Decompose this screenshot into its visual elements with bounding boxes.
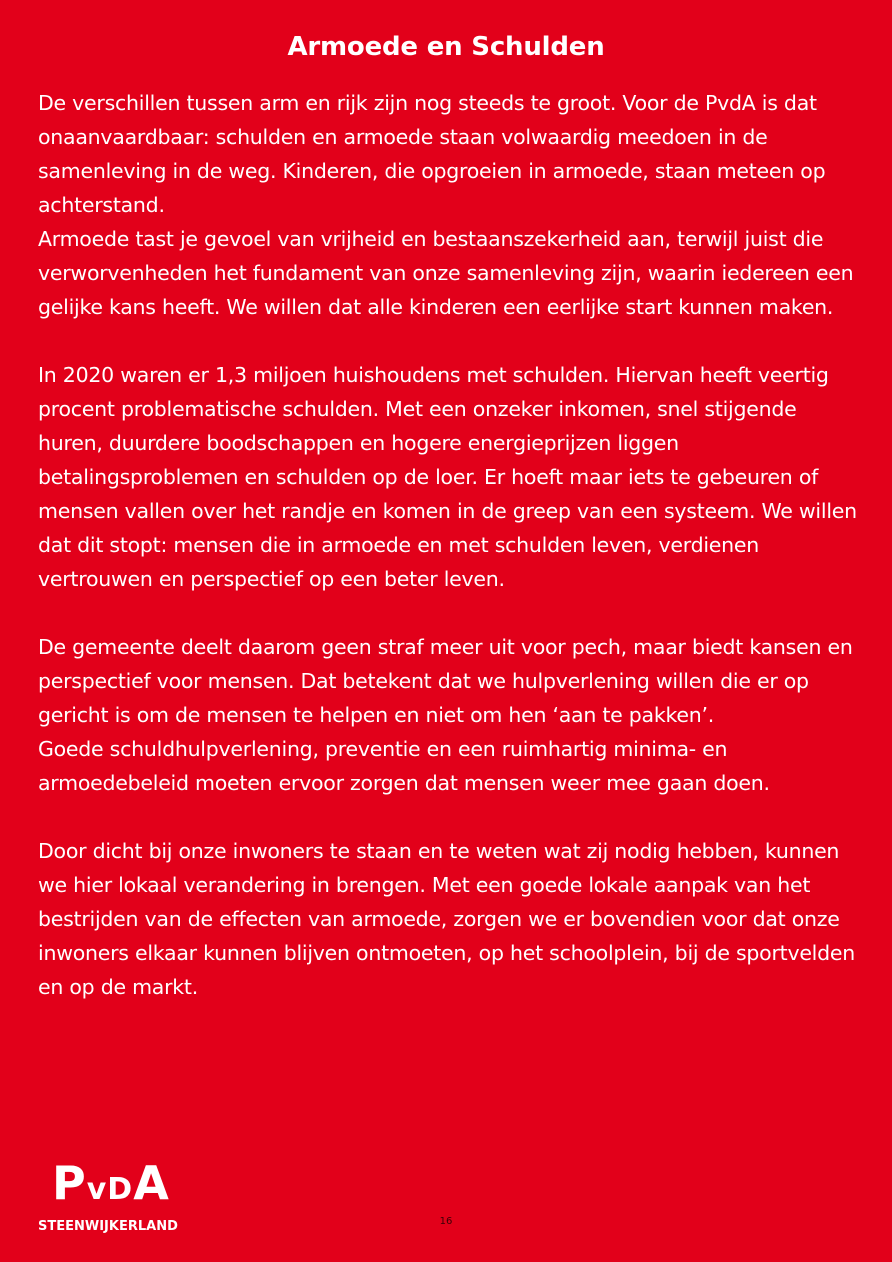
page-title: Armoede en Schulden (287, 32, 605, 62)
paragraph: In 2020 waren er 1,3 miljoen huishoudens met schulden. Hiervan heeft veertig procent problematische schulden. Met een onzeker inkomen, snel stijgende huren, duurdere boodschappen en hogere energieprijzen liggen betalingsproblemen en schulden op de loer. Er hoeft maar iets te gebeuren of mensen vallen over het randje en komen in de greep van een systeem. We willen dat dit stopt: mensen die in armoede en met schulden leven, verdienen vertrouwen en perspectief op een beter leven. (38, 363, 857, 591)
text-block-municipality (38, 630, 858, 800)
paragraph: Goede schuldhulpverlening, preventie en een ruimhartig minima- en armoedebeleid moeten ervoor zorgen dat mensen weer mee gaan doen. (38, 737, 770, 795)
paragraph: Armoede tast je gevoel van vrijheid en bestaanszekerheid aan, terwijl juist die verworvenheden het fundament van onze samenleving zijn, waarin iedereen een gelijke kans heeft. We willen dat alle kinderen een eerlijke start kunnen maken. (38, 227, 854, 319)
logo-wordmark: PvDA (52, 1156, 170, 1210)
text-block-local-approach (38, 834, 858, 1004)
text-block-intro (38, 86, 858, 324)
body-text (38, 86, 858, 1038)
page-number: 16 (439, 1216, 453, 1227)
paragraph: De verschillen tussen arm en rijk zijn nog steeds te groot. Voor de PvdA is dat onaanvaardbaar: schulden en armoede staan volwaardig meedoen in de samenleving in de weg. Kinderen, die opgroeien in armoede, staan meteen op achterstand. (38, 91, 826, 217)
text-block-debt-figures (38, 358, 858, 596)
paragraph: De gemeente deelt daarom geen straf meer uit voor pech, maar biedt kansen en perspectief voor mensen. Dat betekent dat we hulpverlening willen die er op gericht is om de mensen te helpen en niet om hen ‘aan te pakken’. (38, 635, 853, 727)
pvda-logo (38, 1158, 208, 1234)
logo-subtitle: STEENWIJKERLAND (38, 1219, 178, 1234)
paragraph: Door dicht bij onze inwoners te staan en te weten wat zij nodig hebben, kunnen we hier lokaal verandering in brengen. Met een goede lokale aanpak van het bestrijden van de effecten van armoede, zorgen we er bovendien voor dat onze inwoners elkaar kunnen blijven ontmoeten, op het schoolplein, bij de sportvelden en op de markt. (38, 839, 855, 999)
